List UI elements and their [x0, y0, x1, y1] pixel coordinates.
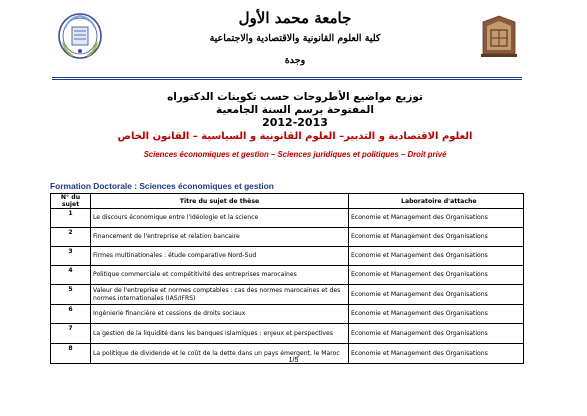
subject-number: 1	[51, 209, 91, 228]
table-row	[51, 305, 524, 324]
thesis-title: Ingénierie financière et cessions de droits sociaux	[91, 305, 349, 324]
table-row	[51, 285, 524, 305]
formation-doctorale-heading: Formation Doctorale : Sciences économiques et gestion	[50, 181, 274, 191]
header-thesis-title: Titre du sujet de thèse	[91, 194, 349, 209]
header-rule	[52, 77, 522, 78]
page-header	[0, 0, 587, 80]
subject-number: 7	[51, 324, 91, 344]
thesis-title: La gestion de la liquidité dans les banques islamiques : enjeux et perspectives	[91, 324, 349, 344]
french-fields: Sciences économiques et gestion – Sciences juridiques et politiques – Droit privé	[143, 150, 447, 159]
subject-number: 3	[51, 247, 91, 266]
laboratory: Economie et Management des Organisations	[349, 247, 524, 266]
thesis-title: Financement de l'entreprise et relation bancaire	[91, 228, 349, 247]
arabic-title-line2: المفتوحة برسم السنة الجامعية	[216, 104, 374, 116]
arabic-fields: العلوم الاقتصادية و التدبير– العلوم القانونية و السياسية – القانون الخاص	[117, 131, 473, 142]
table-row	[51, 209, 524, 228]
table-header-row	[51, 194, 524, 209]
table-row	[51, 228, 524, 247]
thesis-title: Firmes multinationales : étude comparative Nord-Sud	[91, 247, 349, 266]
table-row	[51, 266, 524, 285]
header-subject-number: N° du sujet	[51, 194, 91, 209]
subject-number: 2	[51, 228, 91, 247]
subject-number: 4	[51, 266, 91, 285]
page-number: 1/5	[288, 357, 299, 364]
laboratory: Economie et Management des Organisations	[349, 305, 524, 324]
thesis-title: La politique de dividende et le coût de la dette dans un pays émergent, le Maroc	[91, 344, 349, 364]
table-row	[51, 247, 524, 266]
university-logo-icon	[57, 12, 103, 60]
laboratory: Economie et Management des Organisations	[349, 324, 524, 344]
thesis-title: Valeur de l'entreprise et normes comptables : cas des normes marocaines et des normes internationales (IAS/IFRS)	[91, 285, 349, 305]
laboratory: Economie et Management des Organisations	[349, 344, 524, 364]
academic-year: 2012-2013	[262, 116, 328, 129]
table-row	[51, 324, 524, 344]
faculty-logo-icon	[479, 14, 519, 58]
arabic-title-line1: توزيع مواضيع الأطروحات حسب تكوينات الدكتوراه	[167, 91, 423, 103]
laboratory: Economie et Management des Organisations	[349, 209, 524, 228]
theses-table	[50, 193, 524, 364]
subject-number: 8	[51, 344, 91, 364]
laboratory: Economie et Management des Organisations	[349, 228, 524, 247]
city-name: وجدة	[284, 55, 306, 66]
thesis-title: Politique commerciale et compétitivité des entreprises marocaines	[91, 266, 349, 285]
laboratory: Economie et Management des Organisations	[349, 285, 524, 305]
faculty-name: كلية العلوم القانونية والاقتصادية والاجتماعية	[209, 33, 381, 44]
thesis-title: Le discours économique entre l'idéologie et la science	[91, 209, 349, 228]
header-rule-inner	[52, 79, 522, 80]
header-laboratory: Laboratoire d'attache	[349, 194, 524, 209]
subject-number: 5	[51, 285, 91, 305]
subject-number: 6	[51, 305, 91, 324]
university-name: جامعة محمد الأول	[238, 9, 352, 27]
laboratory: Economie et Management des Organisations	[349, 266, 524, 285]
